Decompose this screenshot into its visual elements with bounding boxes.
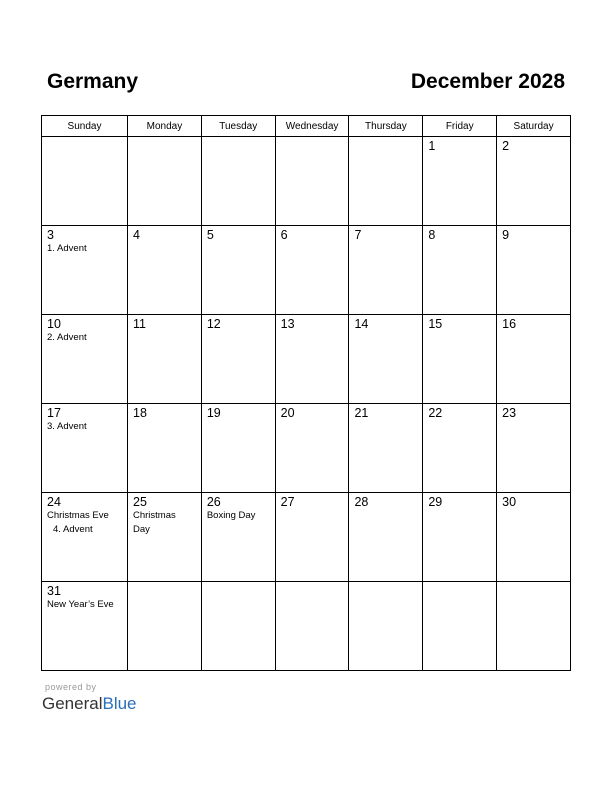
empty-day-cell: [497, 582, 571, 671]
day-cell: [42, 226, 128, 315]
empty-day-cell: [275, 137, 349, 226]
day-cell: [275, 226, 349, 315]
day-cell: [349, 493, 423, 582]
weekday-header: Tuesday: [201, 116, 275, 137]
powered-by-text: powered by: [45, 682, 97, 692]
day-cell: [42, 404, 128, 493]
day-number: 18: [133, 406, 147, 420]
holiday-label: 4. Advent: [53, 524, 93, 535]
week-row: [42, 315, 571, 404]
day-number: 26: [206, 495, 221, 509]
day-number: 13: [280, 317, 295, 331]
week-row: [42, 404, 571, 493]
day-number: 19: [206, 406, 221, 420]
day-cell: [275, 404, 349, 493]
day-number: 29: [428, 495, 443, 509]
logo-text-general: General: [42, 694, 103, 713]
day-cell: [497, 226, 571, 315]
day-number: 16: [502, 317, 517, 331]
day-number: 3: [47, 228, 54, 242]
weekday-header: Monday: [128, 116, 202, 137]
empty-day-cell: [128, 137, 202, 226]
day-cell: [497, 493, 571, 582]
day-number: 8: [428, 228, 436, 242]
weekday-header: Thursday: [349, 116, 423, 137]
day-number: 4: [133, 228, 140, 242]
day-number: 12: [206, 317, 221, 331]
day-cell: [497, 137, 571, 226]
holiday-label: Boxing Day: [206, 510, 256, 521]
day-number: 24: [47, 495, 61, 509]
calendar-body: [42, 137, 571, 671]
day-number: 31: [47, 584, 61, 598]
day-cell: [275, 493, 349, 582]
weekday-header: Wednesday: [275, 116, 349, 137]
holiday-label: Christmas Eve: [47, 510, 109, 521]
week-row: [42, 493, 571, 582]
week-row: [42, 226, 571, 315]
holiday-label: Day: [133, 524, 150, 535]
day-number: 5: [206, 228, 214, 242]
week-row: [42, 137, 571, 226]
day-cell: [423, 493, 497, 582]
day-number: 21: [354, 406, 369, 420]
holiday-label: New Year’s Eve: [47, 599, 114, 610]
day-cell: [128, 315, 202, 404]
week-row: [42, 582, 571, 671]
day-number: 25: [133, 495, 147, 509]
day-cell: [42, 315, 128, 404]
day-cell: [201, 315, 275, 404]
day-number: 17: [47, 406, 61, 420]
day-cell: [349, 315, 423, 404]
empty-day-cell: [201, 582, 275, 671]
month-title: December 2028: [410, 70, 565, 93]
day-cell: [128, 404, 202, 493]
day-cell: [349, 226, 423, 315]
day-number: 27: [280, 495, 295, 509]
day-number: 14: [354, 317, 369, 331]
day-cell: [497, 315, 571, 404]
day-cell: [42, 582, 128, 671]
day-number: 30: [502, 495, 517, 509]
day-number: 10: [47, 317, 61, 331]
day-number: 9: [502, 228, 510, 242]
day-cell: [128, 493, 202, 582]
day-cell: [497, 404, 571, 493]
day-number: 15: [428, 317, 443, 331]
country-title: Germany: [47, 70, 139, 93]
weekday-header: Friday: [423, 116, 497, 137]
day-number: 6: [280, 228, 288, 242]
day-cell: [423, 137, 497, 226]
day-number: 2: [502, 139, 510, 153]
day-number: 7: [354, 228, 362, 242]
empty-day-cell: [423, 582, 497, 671]
logo-text-blue: Blue: [102, 694, 137, 713]
holiday-label: 1. Advent: [47, 243, 87, 254]
generalblue-logo: [42, 694, 137, 714]
day-cell: [349, 404, 423, 493]
holiday-label: 2. Advent: [47, 332, 87, 343]
calendar-grid: [41, 115, 571, 671]
empty-day-cell: [201, 137, 275, 226]
day-number: 1: [428, 139, 436, 153]
weekday-header: Sunday: [42, 116, 128, 137]
empty-day-cell: [42, 137, 128, 226]
empty-day-cell: [349, 137, 423, 226]
holiday-label: Christmas: [133, 510, 176, 521]
empty-day-cell: [349, 582, 423, 671]
empty-day-cell: [275, 582, 349, 671]
weekday-header-row: [42, 116, 571, 137]
empty-day-cell: [128, 582, 202, 671]
day-cell: [201, 226, 275, 315]
holiday-label: 3. Advent: [47, 421, 87, 432]
day-number: 11: [133, 317, 146, 331]
day-cell: [423, 404, 497, 493]
day-cell: [201, 404, 275, 493]
day-number: 22: [428, 406, 443, 420]
day-cell: [423, 226, 497, 315]
day-cell: [42, 493, 128, 582]
day-number: 20: [280, 406, 295, 420]
day-cell: [128, 226, 202, 315]
day-cell: [201, 493, 275, 582]
day-cell: [423, 315, 497, 404]
weekday-header: Saturday: [497, 116, 571, 137]
day-number: 23: [502, 406, 517, 420]
day-cell: [275, 315, 349, 404]
day-number: 28: [354, 495, 369, 509]
